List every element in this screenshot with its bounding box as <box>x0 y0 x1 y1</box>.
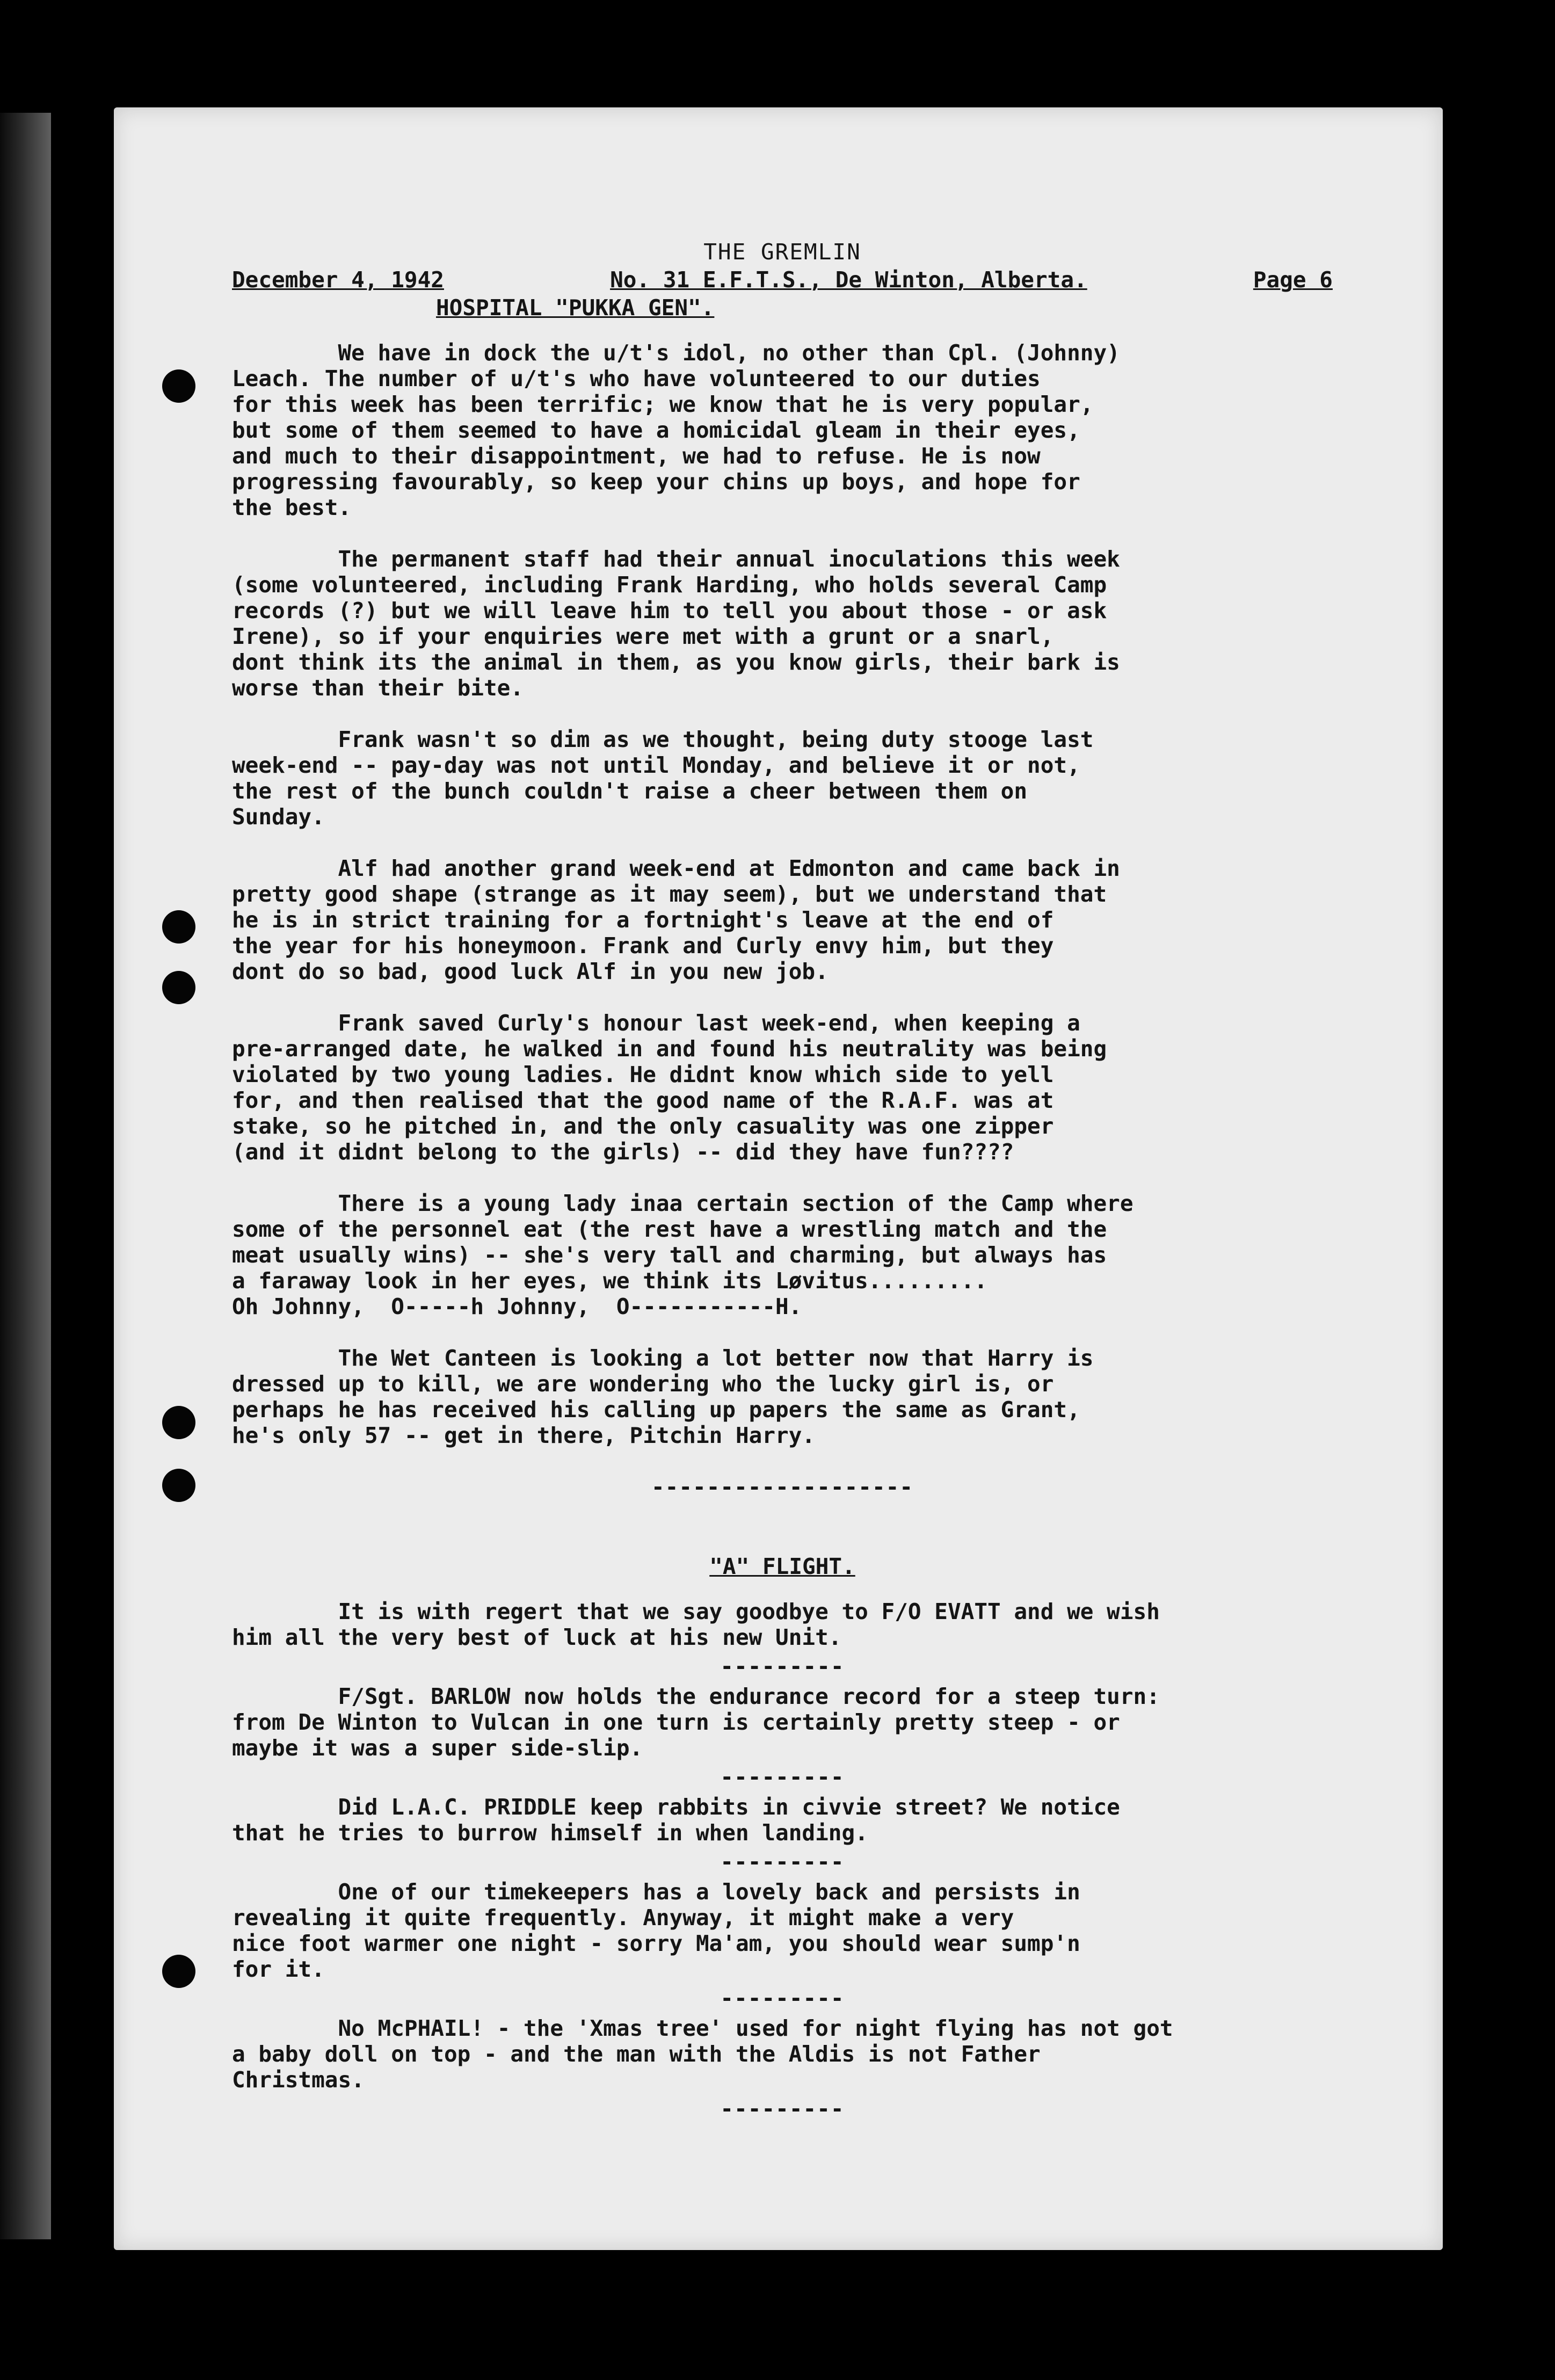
item-separator: --------- <box>720 2096 845 2122</box>
hospital-section-title: HOSPITAL "PUKKA GEN". <box>436 295 715 321</box>
item-separator: --------- <box>720 1985 845 2011</box>
hospital-paragraph: Frank wasn't so dim as we thought, being duty stooge last week-end -- pay-day was not until Monday, and believe it or not, the rest of the bunch couldn't raise a cheer between them on Sunday. <box>232 727 1094 830</box>
hospital-paragraph: Alf had another grand week-end at Edmonton and came back in pretty good shape (strange as it may seem), but we understand that he is in strict training for a fortnight's leave at the end of the year for his honeymoon. Frank and Curly envy him, but they dont do so bad, good luck Alf in you new job. <box>232 855 1120 984</box>
hospital-paragraph: We have in dock the u/t's idol, no other than Cpl. (Johnny) Leach. The number of u/t's who have volunteered to our duties for this week has been terrific; we know that he is very popular, but some of them seemed to have a homicidal gleam in their eyes, and much to their disappointment, we had to refuse. He is now progressing favourably, so keep your chins up boys, and hope for the best. <box>232 340 1120 520</box>
punch-hole <box>162 910 195 944</box>
a-flight-item: It is with regert that we say goodbye to F/O EVATT and we wish him all the very best of luck at his new Unit. <box>232 1599 1160 1650</box>
a-flight-section-title: "A" FLIGHT. <box>709 1554 855 1579</box>
section-divider: ------------------- <box>651 1474 913 1500</box>
masthead-line <box>232 267 1333 293</box>
page-number: Page 6 <box>1253 267 1333 293</box>
a-flight-item: One of our timekeepers has a lovely back and persists in revealing it quite frequently. Anyway, it might make a very nice foot warmer one night - sorry Ma'am, you should wear sump'n for it. <box>232 1879 1080 1982</box>
a-flight-item: No McPHAIL! - the 'Xmas tree' used for night flying has not got a baby doll on top - and the man with the Aldis is not Father Christmas. <box>232 2015 1173 2093</box>
a-flight-section <box>232 1599 1333 2122</box>
newsletter-title: THE GREMLIN <box>703 239 861 265</box>
issue-date: December 4, 1942 <box>232 267 444 293</box>
a-flight-item: Did L.A.C. PRIDDLE keep rabbits in civvie street? We notice that he tries to burrow himself in when landing. <box>232 1794 1120 1846</box>
a-flight-item: F/Sgt. BARLOW now holds the endurance record for a steep turn: from De Winton to Vulcan in one turn is certainly pretty steep - or maybe it was a super side-slip. <box>232 1684 1160 1761</box>
punch-hole <box>162 1469 195 1502</box>
punch-hole <box>162 369 195 403</box>
hospital-paragraph: The permanent staff had their annual inoculations this week (some volunteered, including Frank Harding, who holds several Camp records (?) but we will leave him to tell you about those - or ask Irene), so if your enquiries were met with a grunt or a snarl, dont think its the animal in them, as you know girls, their bark is worse than their bite. <box>232 546 1120 701</box>
unit-location: No. 31 E.F.T.S., De Winton, Alberta. <box>610 267 1087 293</box>
hospital-section <box>232 340 1333 1448</box>
punch-hole <box>162 1955 195 1988</box>
hospital-paragraph: The Wet Canteen is looking a lot better now that Harry is dressed up to kill, we are wondering who the lucky girl is, or perhaps he has received his calling up papers the same as Grant, he's only 57 -- get in there, Pitchin Harry. <box>232 1345 1094 1448</box>
punch-hole <box>162 971 195 1004</box>
document-content <box>232 239 1333 2126</box>
hospital-paragraph: There is a young lady inaa certain section of the Camp where some of the personnel eat (the rest have a wrestling match and the meat usually wins) -- she's very tall and charming, but always has a faraway look in her eyes, we think its Løvitus......... Oh Johnny, O-----h Johnny, O-----------H. <box>232 1191 1133 1319</box>
punch-hole <box>162 1406 195 1439</box>
hospital-paragraph: Frank saved Curly's honour last week-end, when keeping a pre-arranged date, he walked in and found his neutrality was being violated by two young ladies. He didnt know which side to yell for, and then realised that the good name of the R.A.F. was at stake, so he pitched in, and the only casuality was one zipper (and it didnt belong to the girls) -- did they have fun???? <box>232 1010 1107 1165</box>
document-page <box>114 107 1443 2250</box>
item-separator: --------- <box>720 1764 845 1790</box>
item-separator: --------- <box>720 1849 845 1875</box>
adjacent-page-edge <box>0 113 51 2239</box>
item-separator: --------- <box>720 1653 845 1679</box>
